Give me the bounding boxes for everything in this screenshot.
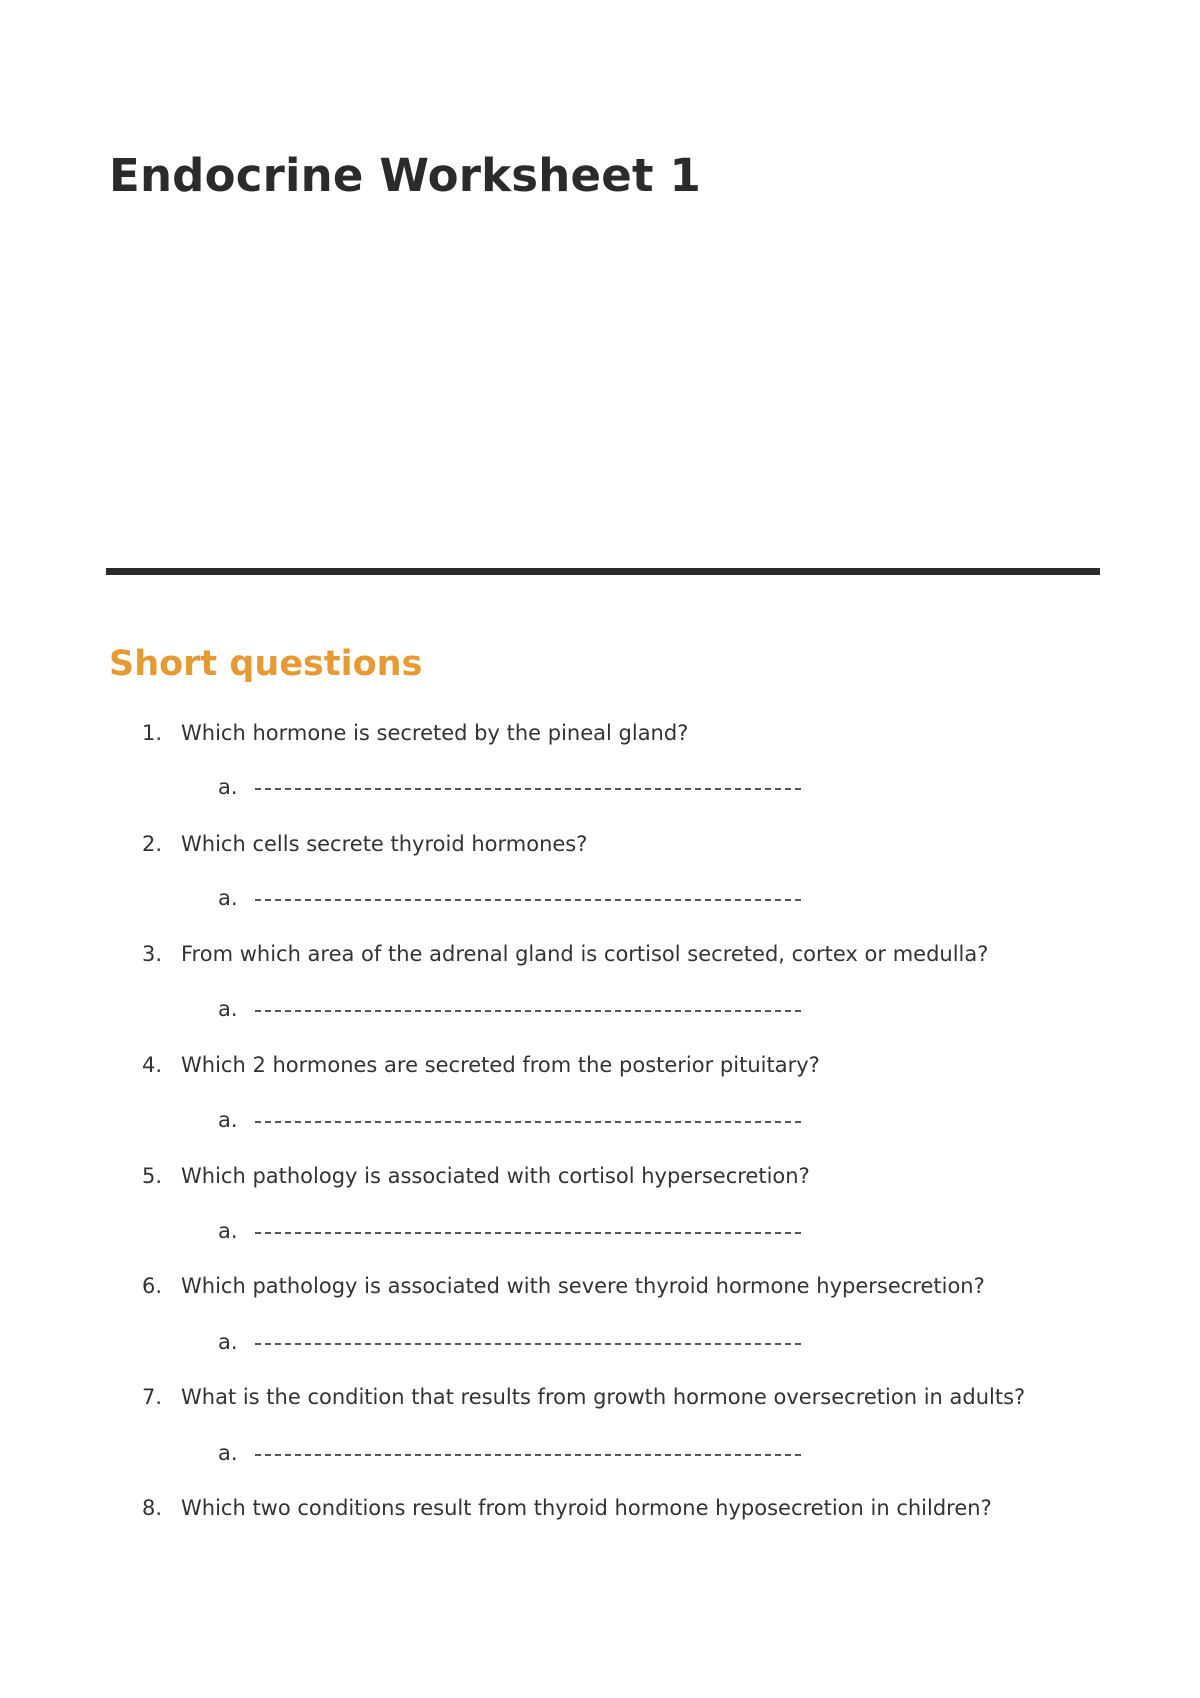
answer-blank-line bbox=[255, 1121, 801, 1123]
question-number: 4. bbox=[142, 1053, 163, 1077]
question-item bbox=[0, 1160, 1200, 1192]
question-item bbox=[0, 938, 1200, 970]
section-heading: Short questions bbox=[109, 644, 423, 684]
answer-blank-line bbox=[255, 1010, 801, 1012]
answer-item bbox=[0, 1326, 1200, 1358]
question-number: 5. bbox=[142, 1164, 163, 1188]
page-title: Endocrine Worksheet 1 bbox=[109, 149, 702, 202]
answer-letter: a. bbox=[218, 1219, 238, 1243]
answer-item bbox=[0, 882, 1200, 914]
answer-letter: a. bbox=[218, 886, 238, 910]
question-item bbox=[0, 1492, 1200, 1524]
answer-item bbox=[0, 993, 1200, 1025]
question-number: 7. bbox=[142, 1385, 163, 1409]
question-item bbox=[0, 717, 1200, 749]
question-item bbox=[0, 1270, 1200, 1302]
answer-letter: a. bbox=[218, 997, 238, 1021]
answer-item bbox=[0, 771, 1200, 803]
question-number: 8. bbox=[142, 1496, 163, 1520]
answer-blank-line bbox=[255, 1454, 801, 1456]
question-text: Which hormone is secreted by the pineal gland? bbox=[181, 721, 689, 745]
answer-letter: a. bbox=[218, 1108, 238, 1132]
question-item bbox=[0, 1049, 1200, 1081]
question-text: From which area of the adrenal gland is cortisol secreted, cortex or medulla? bbox=[181, 942, 989, 966]
answer-blank-line bbox=[255, 1232, 801, 1234]
answer-letter: a. bbox=[218, 1441, 238, 1465]
question-number: 6. bbox=[142, 1274, 163, 1298]
answer-blank-line bbox=[255, 1343, 801, 1345]
question-number: 3. bbox=[142, 942, 163, 966]
question-text: Which two conditions result from thyroid hormone hyposecretion in children? bbox=[181, 1496, 992, 1520]
question-item bbox=[0, 1381, 1200, 1413]
answer-item bbox=[0, 1215, 1200, 1247]
question-text: Which pathology is associated with cortisol hypersecretion? bbox=[181, 1164, 810, 1188]
answer-letter: a. bbox=[218, 775, 238, 799]
answer-blank-line bbox=[255, 899, 801, 901]
title-divider bbox=[106, 568, 1100, 575]
answer-blank-line bbox=[255, 788, 801, 790]
question-text: Which 2 hormones are secreted from the posterior pituitary? bbox=[181, 1053, 820, 1077]
question-text: Which pathology is associated with severe thyroid hormone hypersecretion? bbox=[181, 1274, 985, 1298]
question-item bbox=[0, 828, 1200, 860]
question-number: 1. bbox=[142, 721, 163, 745]
answer-item bbox=[0, 1104, 1200, 1136]
question-number: 2. bbox=[142, 832, 163, 856]
question-text: What is the condition that results from growth hormone oversecretion in adults? bbox=[181, 1385, 1026, 1409]
question-text: Which cells secrete thyroid hormones? bbox=[181, 832, 588, 856]
answer-item bbox=[0, 1437, 1200, 1469]
answer-letter: a. bbox=[218, 1330, 238, 1354]
